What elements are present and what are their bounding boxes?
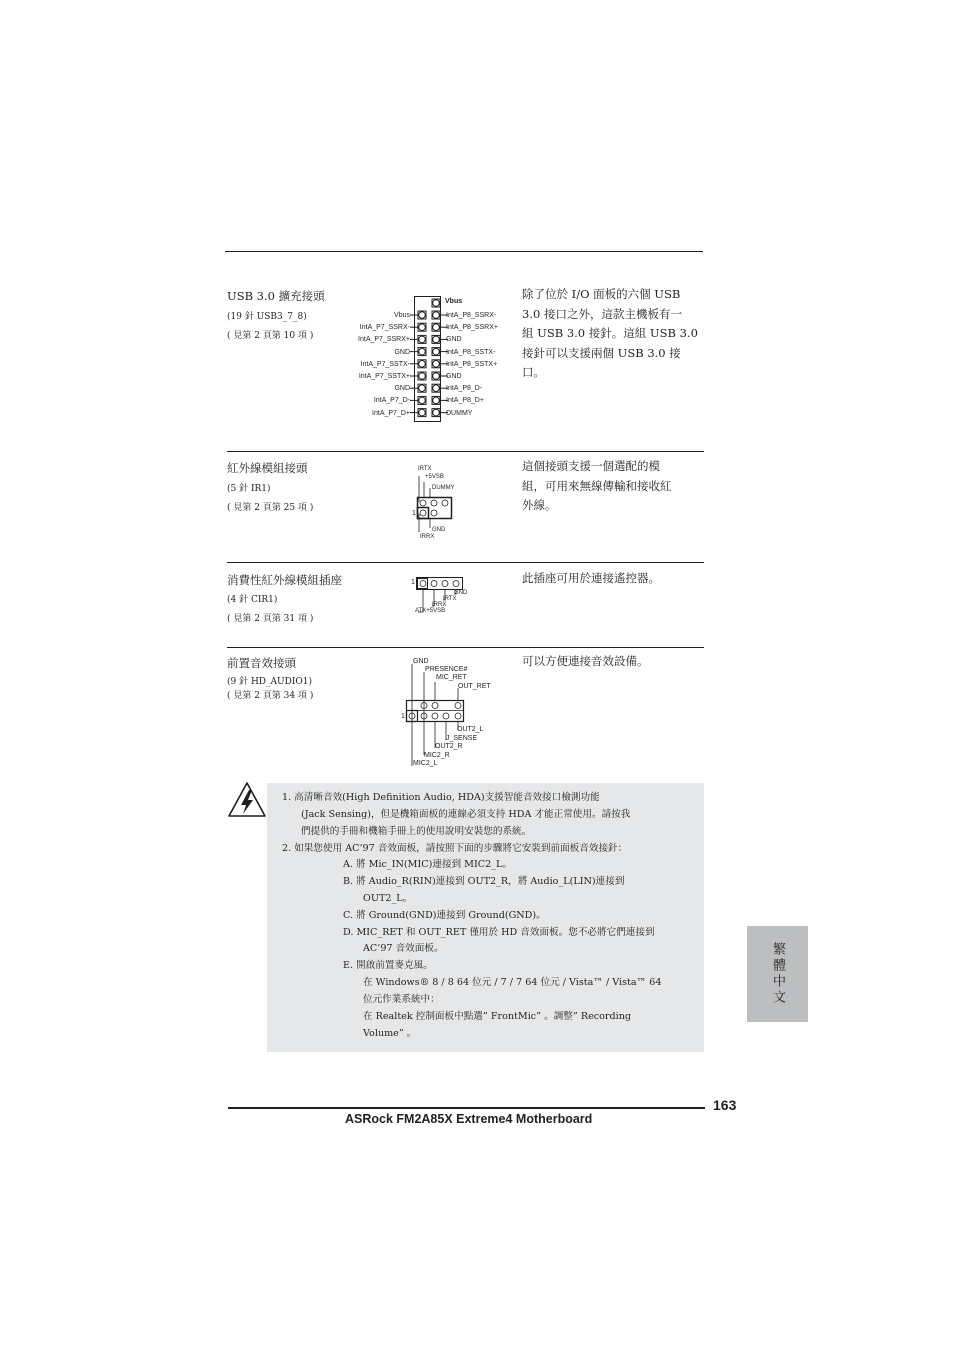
cir-label-pin1: 1: [411, 579, 415, 586]
section-divider-2: [227, 562, 704, 563]
usb-pin-hole: [419, 397, 426, 404]
language-side-tab: [747, 926, 808, 1022]
audio-label-presence: PRESENCE#: [425, 666, 468, 673]
usb-pin: [432, 409, 440, 417]
note-line-4: 2. 如果您使用 AC’97 音效面板，請按照下面的步驟將它安裝到前面板音效接針：: [282, 843, 628, 854]
note-line-12: 在 Windows® 8 / 8 64 位元 / 7 / 7 64 位元 / Vista™ / Vista™ 64: [363, 977, 662, 988]
usb-right-pin-8: IntA_P8_D+: [446, 397, 484, 405]
note-line-6: B. 將 Audio_R(RIN)連接到 OUT2_R，將 Audio_L(LIN)連接到: [343, 876, 625, 887]
usb-section-title: USB 3.0 擴充接頭: [227, 289, 325, 303]
cir-label-irtx: IRTX: [443, 596, 457, 602]
usb-left-pin-3: IntA_P7_SSRX+: [358, 336, 410, 344]
usb-pin-hole: [433, 397, 440, 404]
usb-left-labels: [320, 310, 410, 420]
usb-pin: [432, 372, 440, 380]
cir-section-title: 消費性紅外線模組插座: [227, 573, 342, 587]
usb-right-pin-1: IntA_P8_SSRX-: [446, 312, 497, 319]
audio-label-mic-ret: MIC_RET: [436, 674, 467, 681]
ir-label-dummy: DUMMY: [432, 485, 455, 491]
audio-label-mic2-l: MIC2_L: [413, 760, 438, 767]
audio-section-ref: ( 見第 2 頁第 34 項 ): [227, 691, 314, 701]
usb-pin-hole: [419, 409, 426, 416]
usb-pin: [418, 409, 426, 417]
usb-pin-hole: [433, 373, 440, 380]
usb-left-pin-1: Vbus: [394, 312, 410, 319]
usb-right-pin-7: IntA_P8_D-: [446, 385, 483, 393]
usb-pin: [418, 335, 426, 343]
usb-right-pin-2: IntA_P8_SSRX+: [446, 324, 498, 332]
audio-section-title: 前置音效接頭: [227, 656, 296, 670]
usb-left-pin-9: IntA_P7_D+: [372, 409, 410, 417]
audio-section-pins: (9 針 HD_AUDIO1): [227, 677, 312, 687]
usb-left-pin-2: IntA_P7_SSRX-: [359, 324, 410, 332]
usb-pin: [432, 311, 440, 319]
ir-section-title: 紅外線模組接頭: [227, 461, 308, 475]
usb-pin: [418, 372, 426, 380]
cir-label-atx5vsb: ATX+5VSB: [415, 608, 446, 614]
usb-left-pin-4: GND: [394, 348, 410, 356]
note-line-11: E. 開啟前置麥克風。: [343, 960, 433, 971]
audio-label-j-sense: J_SENSE: [446, 735, 478, 742]
ir-label-5vsb: +5VSB: [425, 474, 444, 480]
footer-rule: [228, 1107, 705, 1109]
note-line-14: 在 Realtek 控制面板中點選” FrontMic” 。調整” Recording: [363, 1011, 632, 1022]
usb-right-pin-4: IntA_P8_SSTX-: [446, 348, 496, 356]
audio-label-pin1: 1: [401, 713, 405, 720]
note-line-5: A. 將 Mic_IN(MIC)連接到 MIC2_L。: [343, 859, 513, 870]
usb-pin-hole: [419, 336, 426, 343]
usb-pin: [418, 323, 426, 331]
note-line-7: OUT2_L。: [363, 893, 413, 904]
usb-right-pin-3: GND: [446, 336, 462, 344]
usb-pin-hole: [419, 385, 426, 392]
usb-pin: [418, 396, 426, 404]
audio-label-mic2-r: MIC2_R: [424, 752, 450, 759]
note-line-8: C. 將 Ground(GND)連接到 Ground(GND)。: [343, 910, 546, 921]
top-rule: [225, 251, 703, 252]
usb-left-pin-6: IntA_P7_SSTX+: [358, 373, 410, 381]
usb-pin: [432, 396, 440, 404]
usb-section-desc: 除了位於 I/O 面板的六個 USB 3.0 接口之外，這款主機板有一 組 USB 3.0 接針。這組 USB 3.0 接針可以支援兩個 USB 3.0 接 口。: [522, 287, 698, 379]
usb-pin-hole: [433, 361, 440, 368]
audio-label-out2-l: OUT2_L: [457, 726, 484, 733]
cir-section-desc: 此插座可用於連接遙控器。: [522, 571, 660, 585]
cir-label-gnd: GND: [454, 590, 468, 596]
usb-left-pin-7: GND: [394, 385, 410, 393]
usb-pin-hole: [433, 312, 440, 319]
ir-section-ref: ( 見第 2 頁第 25 項 ): [227, 503, 314, 513]
ir-section-desc: 這個接頭支援一個選配的模 組，可用來無線傳輸和接收紅 外線。: [522, 459, 672, 512]
note-line-15: Volume” 。: [363, 1028, 417, 1039]
cir-section-pins: (4 針 CIR1): [227, 595, 278, 605]
usb-left-pin-8: IntA_P7_D-: [373, 397, 410, 405]
usb-right-pin-6: GND: [446, 373, 462, 381]
ir-label-irrx: IRRX: [420, 534, 435, 540]
section-divider-1: [227, 451, 704, 452]
usb-pin: [432, 348, 440, 356]
usb-pin-hole: [433, 336, 440, 343]
cir-label-irrx: IRRX: [432, 602, 447, 608]
usb-pin-hole: [419, 373, 426, 380]
note-line-9: D. MIC_RET 和 OUT_RET 僅用於 HD 音效面板。您不必將它們連接到: [343, 927, 655, 938]
usb-pin-hole: [433, 348, 440, 355]
usb-pin: [418, 348, 426, 356]
usb-section-ref: ( 見第 2 頁第 10 項 ): [227, 331, 314, 341]
usb-pin: [418, 311, 426, 319]
note-line-10: AC’97 音效面板。: [363, 943, 444, 954]
footer-title: ASRock FM2A85X Extreme4 Motherboard: [345, 1112, 593, 1126]
audio-label-gnd: GND: [413, 658, 429, 665]
usb-header-diagram: [410, 296, 450, 422]
usb-pin-hole: [419, 324, 426, 331]
usb-right-labels: [446, 310, 498, 420]
audio-label-out-ret: OUT_RET: [458, 683, 491, 690]
audio-label-out2-r: OUT2_R: [435, 743, 463, 750]
ir-label-gnd: GND: [432, 527, 446, 533]
usb-pin: [432, 323, 440, 331]
usb-pin-hole: [419, 312, 426, 319]
usb-right-pin-9: DUMMY: [446, 409, 473, 417]
usb-right-pin-5: IntA_P8_SSTX+: [446, 360, 498, 368]
warning-icon: [226, 780, 268, 820]
note-line-3: 們提供的手冊和機箱手冊上的使用說明安裝您的系統。: [301, 826, 532, 837]
section-divider-3: [227, 647, 704, 648]
usb-pin-hole: [433, 324, 440, 331]
audio-section-desc: 可以方便連接音效設備。: [522, 654, 649, 668]
ir-label-pin1: 1: [412, 510, 416, 517]
usb-section-pins: (19 針 USB3_7_8): [227, 312, 307, 322]
usb-left-pin-5: IntA_P7_SSTX-: [360, 360, 410, 368]
note-line-2: (Jack Sensing)，但是機箱面板的連線必須支持 HDA 才能正常使用。請按我: [301, 809, 631, 820]
usb-pin-hole: [419, 361, 426, 368]
page-number: 163: [713, 1097, 737, 1113]
note-line-1: 1. 高清晰音效(High Definition Audio, HDA)支援智能音效接口檢測功能: [282, 792, 600, 803]
language-side-tab-label: 繁體中文: [770, 942, 785, 1006]
usb-pin-hole: [433, 385, 440, 392]
usb-pin: [432, 335, 440, 343]
usb-pin-top-label: Vbus: [445, 298, 463, 305]
note-line-13: 位元作業系統中：: [363, 994, 440, 1005]
cir-section-ref: ( 見第 2 頁第 31 項 ): [227, 614, 314, 624]
ir-label-irtx: IRTX: [418, 466, 432, 472]
usb-pin-hole: [419, 348, 426, 355]
usb-pin-hole: [433, 409, 440, 416]
ir-section-pins: (5 針 IR1): [227, 484, 271, 494]
